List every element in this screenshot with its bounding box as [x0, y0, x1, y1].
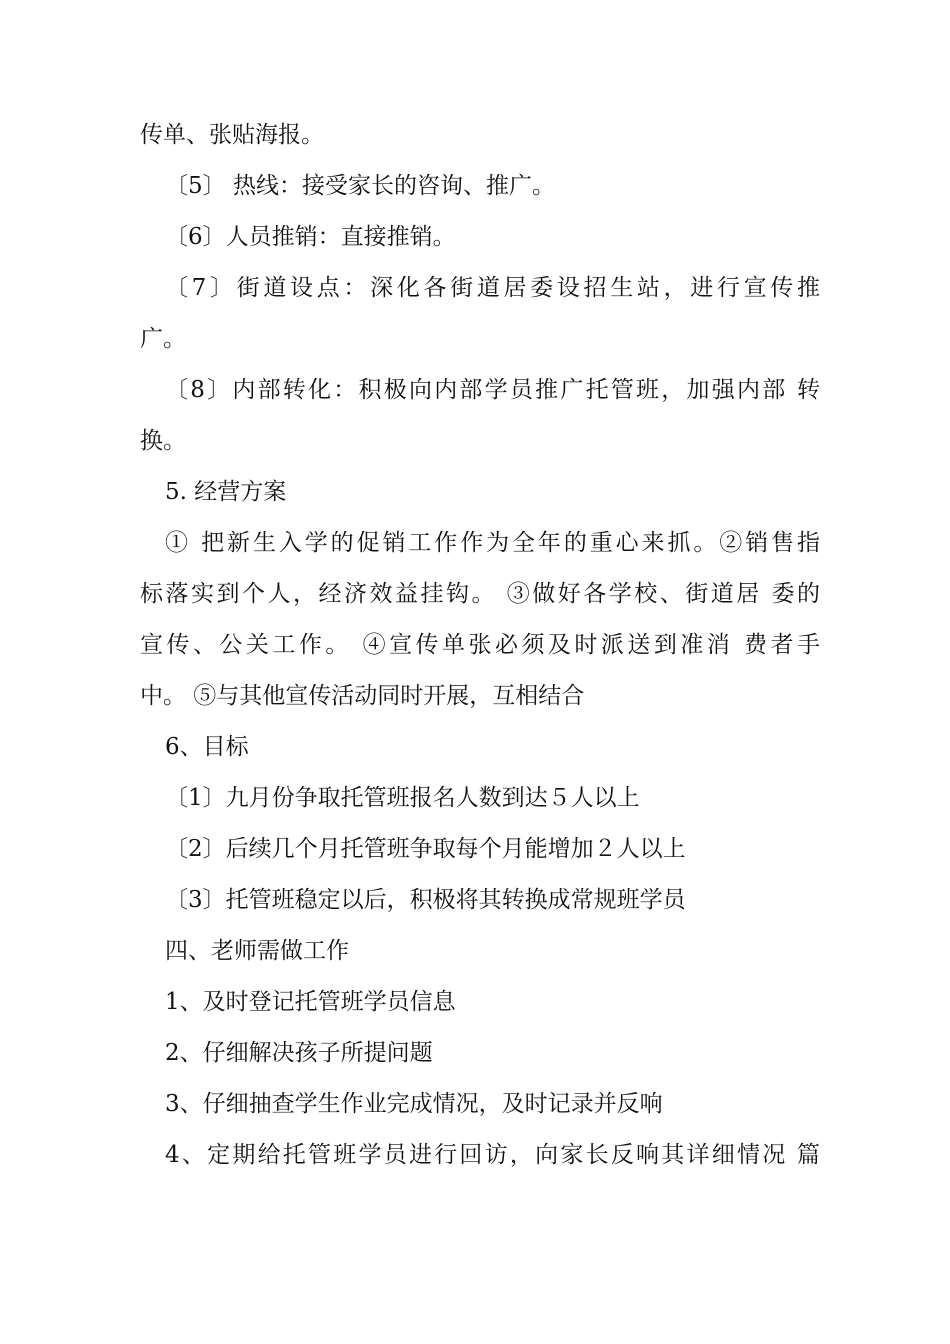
text-line: 中。 ⑤与其他宣传活动同时开展，互相结合 [140, 683, 585, 709]
section-heading: 5. 经营方案 [165, 479, 287, 505]
text-line: 〔3〕托管班稳定以后，积极将其转换成常规班学员 [165, 887, 686, 913]
text-line: 2、仔细解决孩子所提问题 [165, 1040, 433, 1066]
text-line: 换。 [140, 428, 186, 454]
text-line: 〔6〕人员推销：直接推销。 [165, 224, 456, 250]
text-line: 3、仔细抽查学生作业完成情况，及时记录并反响 [165, 1091, 663, 1117]
text-line: 传单、张贴海报。 [140, 122, 324, 148]
text-line: ① 把新生入学的促销工作作为全年的重心来抓。②销售指 [165, 530, 820, 556]
text-line: 4、定期给托管班学员进行回访，向家长反响其详细情况 篇 [165, 1142, 820, 1168]
text-line: 〔5〕 热线：接受家长的咨询、推广。 [165, 173, 555, 199]
section-heading: 6、目标 [165, 734, 249, 760]
text-line: 宣传、公关工作。 ④宣传单张必须及时派送到准消 费者手 [140, 632, 820, 658]
text-line: 〔8〕内部转化：积极向内部学员推广托管班，加强内部 转 [165, 377, 820, 403]
text-line: 〔1〕九月份争取托管班报名人数到达５人以上 [165, 785, 640, 811]
text-line: 1、及时登记托管班学员信息 [165, 989, 456, 1015]
text-line: 标落实到个人，经济效益挂钩。 ③做好各学校、街道居 委的 [140, 581, 820, 607]
section-heading: 四、老师需做工作 [165, 938, 349, 964]
text-line: 〔7〕街道设点：深化各街道居委设招生站，进行宣传推 [165, 275, 820, 301]
text-line: 广。 [140, 326, 186, 352]
text-line: 〔2〕后续几个月托管班争取每个月能增加２人以上 [165, 836, 686, 862]
